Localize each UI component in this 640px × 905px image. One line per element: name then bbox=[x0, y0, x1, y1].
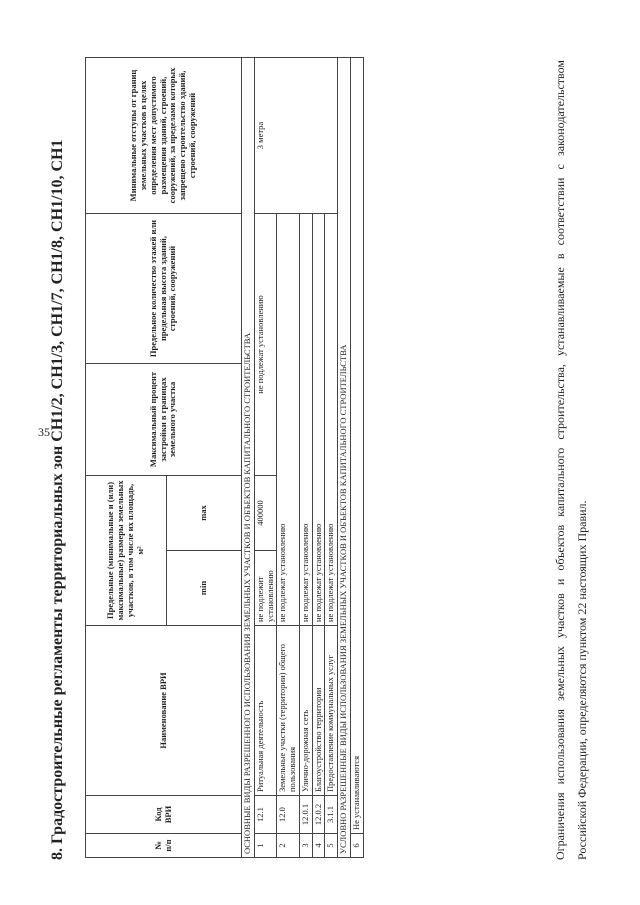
row-num: 1 bbox=[254, 834, 277, 858]
row-num: 2 bbox=[277, 834, 300, 858]
row-merged-value: не подлежат установлению bbox=[325, 214, 338, 626]
header-code: Код ВРИ bbox=[86, 796, 242, 834]
row-merged-value: не подлежат установлению bbox=[277, 214, 300, 626]
header-build-pct: Максимальный процент застройки в границах земельного участка bbox=[86, 364, 242, 476]
row-setback: 3 метра bbox=[254, 58, 337, 214]
header-max: max bbox=[167, 476, 242, 551]
row-code: 12.1 bbox=[254, 796, 277, 834]
header-setback: Минимальные отступы от границ земельных участков в целях определения мест допустимого размещения зданий, строений, сооружений, за пределами которых запрещено строительство зданий, строений, сооружений bbox=[86, 58, 242, 214]
row-merged-value: не подлежат установлению bbox=[312, 214, 325, 626]
header-name: Наименование ВРИ bbox=[86, 626, 242, 796]
document-title: 8. Градостроительные регламенты территориальных зон СН1/2, СН1/3, СН1/7, СН1/8, СН1/10, СН1 bbox=[49, 139, 66, 860]
row-max: 400000 bbox=[254, 476, 277, 551]
row-name: Земельные участки (территории) общего пользования bbox=[277, 626, 300, 796]
row-code: 12.0.2 bbox=[312, 796, 325, 834]
row-code: 12.0 bbox=[277, 796, 300, 834]
row-num: 5 bbox=[325, 834, 338, 858]
row-code: 3.1.1 bbox=[325, 796, 338, 834]
row-code: 12.0.1 bbox=[299, 796, 312, 834]
header-num: № п/п bbox=[86, 834, 242, 858]
row-num: 3 bbox=[299, 834, 312, 858]
row-num: 6 bbox=[350, 834, 363, 858]
row-build-pct: не подлежат установлению bbox=[254, 214, 277, 476]
row-min: не подлежит установлению bbox=[254, 551, 277, 626]
header-min: min bbox=[167, 551, 242, 626]
row-num: 4 bbox=[312, 834, 325, 858]
row-name: Улично-дорожная сеть bbox=[299, 626, 312, 796]
row-name: Ритуальная деятельность bbox=[254, 626, 277, 796]
page-number: 35 bbox=[38, 425, 50, 439]
section-row-conditional bbox=[338, 58, 351, 858]
rotated-page-content bbox=[45, 40, 605, 860]
table-header-row bbox=[86, 58, 167, 858]
section-conditional-label: УСЛОВНО РАЗРЕШЕННЫЕ ВИДЫ ИСПОЛЬЗОВАНИЯ ЗЕМЕЛЬНЫХ УЧАСТКОВ И ОБЪЕКТОВ КАПИТАЛЬНОГО СТРОИТЕЛЬСТВА bbox=[338, 58, 351, 858]
header-size: Предельные (минимальные и (или) максимальные) размеры земельных участков, в том числе их площадь, м² bbox=[86, 476, 167, 626]
row-name: Предоставление коммунальных услуг bbox=[325, 626, 338, 796]
row-name: Благоустройство территории bbox=[312, 626, 325, 796]
footnote-paragraph: Ограничения использования земельных участков и объектов капитального строительства, устанавливаемые в соответствии с законодательством Российской Федерации, определяются пунктом 22 настоящих Правил. bbox=[553, 60, 589, 860]
table-row bbox=[254, 58, 277, 858]
section-main-label: ОСНОВНЫЕ ВИДЫ РАЗРЕШЕННОГО ИСПОЛЬЗОВАНИЯ ЗЕМЕЛЬНЫХ УЧАСТКОВ И ОБЪЕКТОВ КАПИТАЛЬНОГО СТРОИТЕЛЬСТВА bbox=[242, 58, 255, 858]
header-floors: Предельное количество этажей или предельная высота зданий, строений, сооружений bbox=[86, 214, 242, 364]
section-row-main bbox=[242, 58, 255, 858]
table-row bbox=[350, 58, 363, 858]
row-name: Не устанавливаются bbox=[350, 58, 363, 834]
regulations-table bbox=[85, 57, 364, 858]
row-merged-value: не подлежат установлению bbox=[299, 214, 312, 626]
